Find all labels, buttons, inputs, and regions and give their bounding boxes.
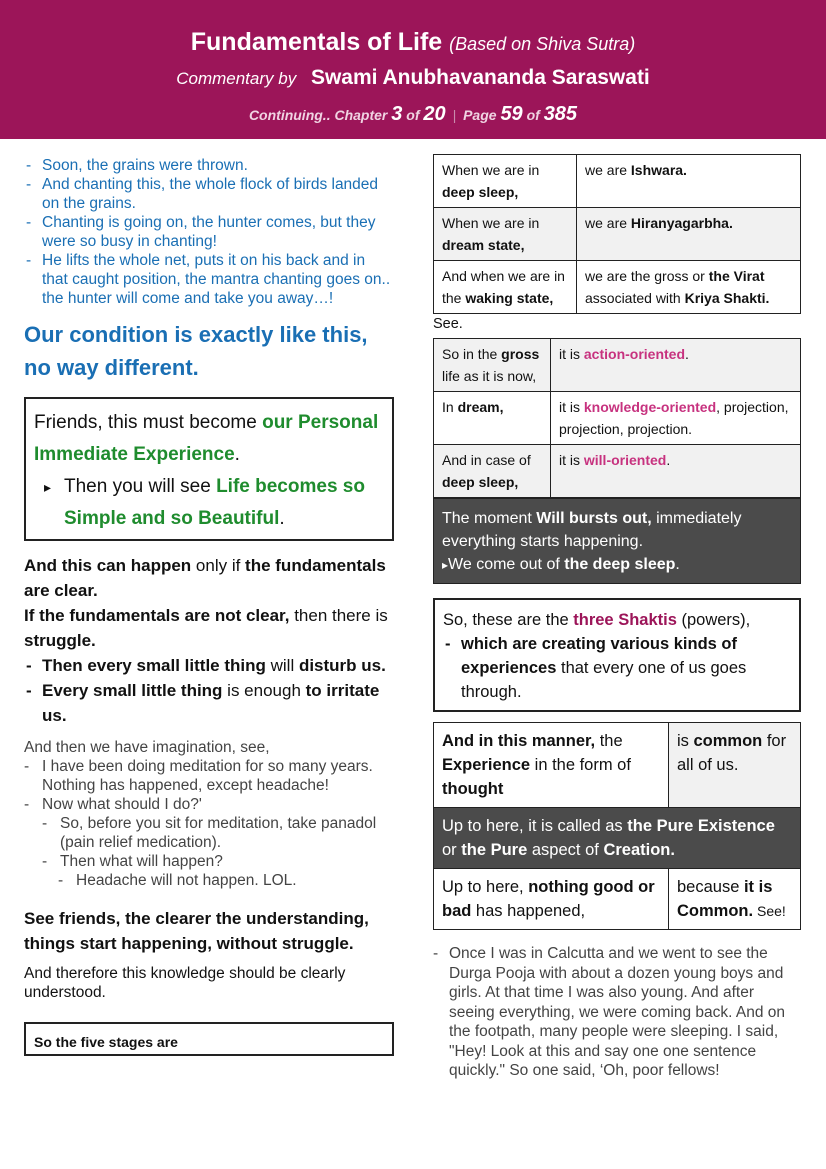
text: has happened, [471,902,586,920]
text: will [265,656,299,675]
text: only if [191,556,246,575]
text-bold: it is Common. [677,878,773,920]
text-bold: which are creating various kinds of experiences [461,635,737,677]
text: (powers), [676,611,751,629]
text: In [442,399,458,415]
text: it is [559,399,584,415]
text: , projection, projection, projection. [559,399,789,437]
text-bold: And this can happen [24,556,192,575]
friends-box [24,397,394,541]
text: Up to here, [442,878,529,896]
text: then there is [289,606,388,625]
five-stages-box: So the five stages are [24,1022,394,1056]
text: we are the gross or [585,268,709,284]
text-bold: Will bursts out, [536,510,652,527]
text: And when we are in the [442,268,565,306]
table-cell [434,155,577,208]
list-item: - Headache will not happen. LOL. [24,871,394,890]
list-item: - Then what will happen? [24,852,394,871]
text: . [666,452,671,468]
text: . [675,556,680,573]
table-row [434,869,801,930]
table-cell [434,261,577,314]
table-cell [434,339,551,392]
text-highlight: knowledge-oriented [583,399,717,415]
table-row [434,723,801,808]
text-bold: Experience [442,756,531,774]
table-row [434,392,801,445]
text-bold: struggle. [24,631,96,650]
text: We come out of [448,556,565,573]
page-label: Page [463,107,497,123]
text-bold: the deep sleep [564,556,676,573]
text: associated with [585,290,685,306]
text-bold: the Pure [461,841,528,859]
text-bold: And in this manner, [442,732,596,750]
text: because [677,878,744,896]
list-item: - Chanting is going on, the hunter comes, but they were so busy in chanting! [24,213,394,251]
table-cell [577,208,801,261]
text-bold: deep sleep, [442,474,519,490]
imagination-text: And then we have imagination, see, [24,739,270,756]
meditation-list [24,757,394,890]
text: in the form of [530,756,631,774]
table-row [434,808,801,869]
text: is [677,732,694,750]
friends-text: Friends, this must become [34,412,263,433]
of-label: of [406,107,420,123]
text-bold: dream state, [442,237,525,253]
table-cell [434,723,669,808]
commentary-prefix: Commentary by [176,69,297,88]
text-bold: waking state, [465,290,554,306]
text-bold: Every small little thing [42,681,223,700]
text: So, these are the [443,611,574,629]
text-bold: Ishwara. [630,162,687,178]
text-bold: If the fundamentals are not clear, [24,606,290,625]
table-cell [434,808,801,869]
text: or [442,841,462,859]
condition-heading: Our condition is exactly like this, no way different. [24,322,368,380]
right-column [433,154,801,1081]
text: is enough [222,681,306,700]
experience-table [433,722,801,930]
shaktis-box [433,598,801,712]
list-item: - He lifts the whole net, puts it on his back and in that caught position, the mantra chanting goes on.. the hunter will come and take you away…! [24,251,394,308]
story-list [24,156,394,308]
list-item: - I have been doing meditation for so many years. Nothing has happened, except headache! [24,757,394,795]
text: we are [585,162,631,178]
text-bold: common [693,732,763,750]
table-cell [577,261,801,314]
text: the [595,732,623,750]
text-bold: Kriya Shakti. [684,290,770,306]
text-bold: the fundamentals are clear. [24,556,386,600]
will-box [433,498,801,584]
page-number: 59 [500,103,523,125]
table-cell [434,445,551,498]
table-row [434,445,801,498]
list-item: - So, before you sit for meditation, take panadol (pain relief medication). [24,814,394,852]
text-bold: thought [442,780,504,798]
text: When we are in [442,162,540,178]
book-title [0,28,826,57]
states-table [433,154,801,314]
text-bold: gross [501,346,540,362]
text-highlight: will-oriented [583,452,667,468]
see-label: See. [433,316,463,332]
text: life as it is now, [442,368,537,384]
table-cell [551,445,801,498]
text: it is [559,346,584,362]
text: immediately everything starts happening. [442,510,742,550]
subtitle-text: (Based on Shiva Sutra) [449,34,636,54]
table-cell [551,339,801,392]
friends-highlight: Life becomes so Simple and so Beautiful [64,476,365,529]
author-name: Swami Anubhavananda Saraswati [310,66,650,89]
table-cell [577,155,801,208]
table-row [434,261,801,314]
list-item: - And chanting this, the whole flock of birds landed on the grains. [24,175,394,213]
text-bold: disturb us. [298,656,386,675]
of-label: of [526,107,540,123]
text: See! [753,903,786,919]
text-bold: nothing good or bad [442,878,655,920]
friends-text: . [234,444,240,465]
text-bold: dream, [457,399,504,415]
text-highlight: action-oriented [583,346,686,362]
text-bold: the Pure Existence [627,817,775,835]
table-cell [434,208,577,261]
arrow-icon: ▸ [442,558,449,572]
clearer-paragraph: See friends, the clearer the understanding, things start happening, without struggle. [24,909,369,953]
text: . [685,346,689,362]
text: Up to here, it is called as [442,817,628,835]
text: So in the [442,346,502,362]
text: And in case of [442,452,531,468]
table-cell [434,392,551,445]
separator: | [452,107,457,123]
chapter-total: 20 [423,103,446,125]
table-row [434,339,801,392]
table-cell [434,869,669,930]
text-bold: Creation. [603,841,675,859]
list-item: - Soon, the grains were thrown. [24,156,394,175]
text: The moment [442,510,537,527]
friends-highlight: our Personal Immediate Experience [34,412,379,465]
happen-paragraph [24,553,394,728]
friends-arrow-line [34,471,382,535]
text: for all of us. [677,732,787,774]
friends-text: Then you will see [64,476,217,497]
text-bold: Hiranyagarbha. [630,215,733,231]
chapter-label: Chapter [334,107,388,123]
text-bold: to irritate us. [42,681,380,725]
table-row [434,208,801,261]
text-bold: deep sleep, [442,184,519,200]
struggle-list [24,653,394,728]
text-bold: the Virat [708,268,765,284]
orientation-table [433,338,801,498]
list-item [24,678,394,728]
text: aspect of [527,841,604,859]
calcutta-list [433,944,801,1081]
text: that every one of us goes through. [461,659,747,701]
table-cell [669,869,801,930]
list-item: - Once I was in Calcutta and we went to see the Durga Pooja with about a dozen young boys and girls. At that time I was also young. And after seeing everything, we were coming back. And on the footpath, many people were sleeping. I said, "Hey! Look at this and say one one sentence quickly." So one said, ‘Oh, poor fellows! [433,944,801,1081]
text-highlight: three Shaktis [573,611,677,629]
table-cell [551,392,801,445]
page-total: 385 [543,103,578,125]
chapter-number: 3 [391,103,403,125]
page-indicator [0,103,826,126]
list-item: - Now what should I do?' [24,795,394,814]
left-column [24,156,394,1056]
commentary-line [0,66,826,90]
table-row [434,155,801,208]
table-cell [669,723,801,808]
list-item [24,653,394,678]
therefore-paragraph: And therefore this knowledge should be clearly understood. [24,965,346,1001]
text: we are [585,215,631,231]
text-bold: Then every small little thing [42,656,266,675]
page-header [0,0,826,139]
text: it is [559,452,584,468]
indented-line [443,632,791,704]
title-text: Fundamentals of Life [190,28,443,56]
friends-text: . [279,508,285,529]
continuing-label: Continuing.. [248,107,331,123]
text: When we are in [442,215,540,231]
